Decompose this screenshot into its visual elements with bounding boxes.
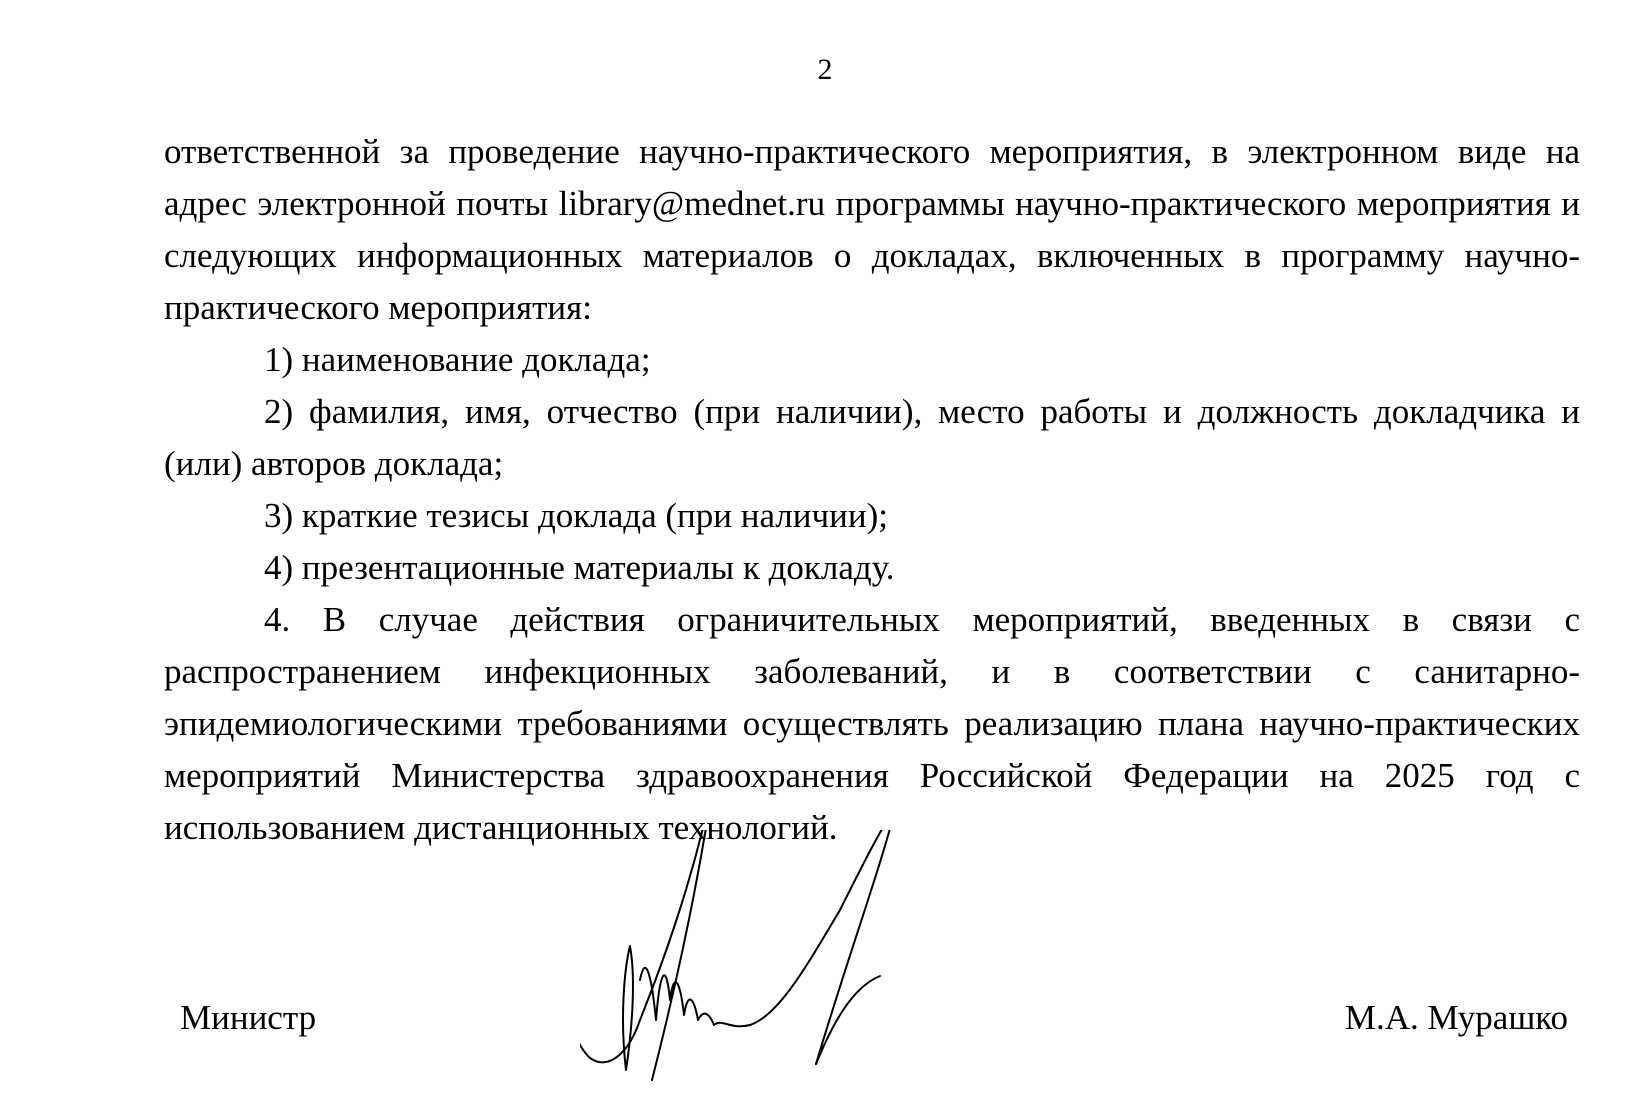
document-body (164, 126, 1580, 854)
signatory-name: М.А. Мурашко (1344, 998, 1568, 1037)
page-number: 2 (817, 53, 833, 86)
paragraph-continuation: ответственной за проведение научно-практического мероприятия, в электронном виде на адрес электронной почты library@mednet.ru программы научно-практического мероприятия и следующих информационных материалов о докладах, включенных в программу научно-практического мероприятия: (164, 132, 1580, 327)
clause-4: 4. В случае действия ограничительных мероприятий, введенных в связи с распространением инфекционных заболеваний, и в соответствии с санитарно-эпидемиологическими требованиями осуществлять реализацию плана научно-практических мероприятий Министерства здравоохранения Российской Федерации на 2025 год с использованием дистанционных технологий. (164, 600, 1580, 847)
list-item-1: 1) наименование доклада; (264, 340, 651, 379)
list-item-3: 3) краткие тезисы доклада (при наличии); (264, 496, 888, 535)
list-item-4: 4) презентационные материалы к докладу. (264, 548, 895, 587)
list-item-2: 2) фамилия, имя, отчество (при наличии), место работы и должность докладчика и (или) авторов доклада; (164, 392, 1580, 483)
signature-block (0, 992, 1650, 1052)
signatory-title: Министр (180, 998, 317, 1037)
handwritten-signature-icon (580, 830, 940, 1094)
